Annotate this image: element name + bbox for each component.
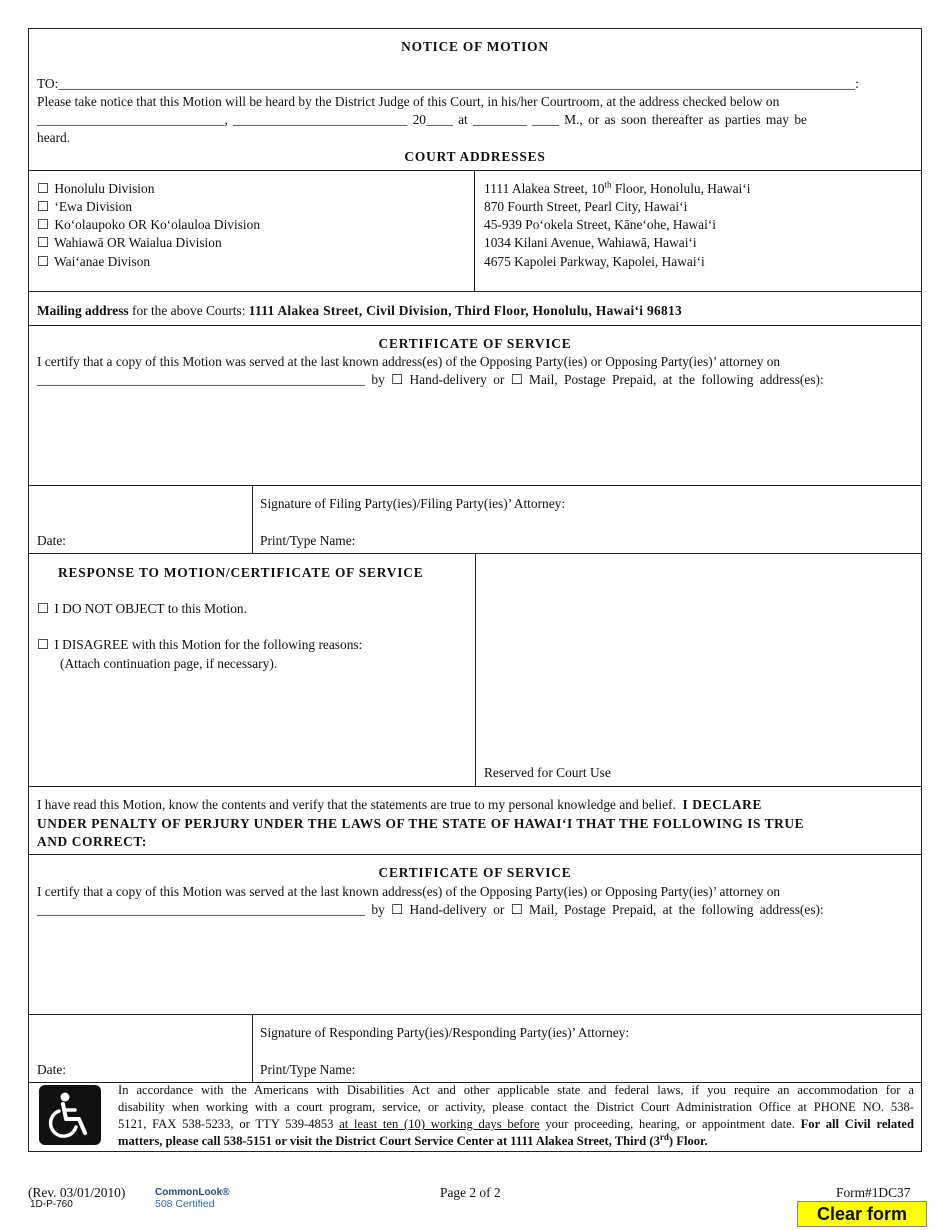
- certificate-title-1: CERTIFICATE OF SERVICE: [378, 336, 572, 351]
- checkbox[interactable]: ☐: [37, 254, 50, 269]
- checkbox[interactable]: ☐: [37, 235, 50, 250]
- clear-form-button[interactable]: Clear form: [797, 1201, 927, 1227]
- declaration-line3: AND CORRECT:: [37, 834, 147, 849]
- certificate-service-line-2[interactable]: _________________________________________________ by ☐ Hand-delivery or ☐ Mail, Postage Prepaid, at the following address(es):: [37, 902, 824, 917]
- form-number: Form#1DC37: [836, 1185, 911, 1200]
- division-koolaupoko[interactable]: ☐ Ko‘olaupoko OR Ko‘olauloa Division: [37, 217, 261, 232]
- notice-text-line1: Please take notice that this Motion will be heard by the District Judge of this Court, in his/her Courtroom, at the address checked below on: [37, 94, 780, 109]
- division-waianae[interactable]: ☐ Wai‘anae Divison: [37, 254, 151, 269]
- certificate-text-1: I certify that a copy of this Motion was served at the last known address(es) of the Opposing Party(ies) or Opposing Party(ies)’ attorney on: [37, 354, 781, 369]
- continuation-note: (Attach continuation page, if necessary).: [60, 656, 278, 671]
- certificate-title-2: CERTIFICATE OF SERVICE: [378, 865, 572, 880]
- date-label-2[interactable]: Date:: [37, 1062, 66, 1077]
- checkbox[interactable]: ☐: [37, 199, 50, 214]
- declaration-line2: UNDER PENALTY OF PERJURY UNDER THE LAWS OF THE STATE OF HAWAI‘I THAT THE FOLLOWING IS TRUE: [37, 816, 805, 831]
- notice-text-line2[interactable]: ____________________________, __________________________ 20____ at ________ ____ M., or as soon thereafter as parties may be: [37, 112, 807, 127]
- response-title: RESPONSE TO MOTION/CERTIFICATE OF SERVICE: [58, 565, 424, 580]
- commonlook-logo: CommonLook®: [155, 1187, 230, 1198]
- print-name-label-2[interactable]: Print/Type Name:: [260, 1062, 356, 1077]
- print-name-label-1[interactable]: Print/Type Name:: [260, 533, 356, 548]
- certificate-service-line-1[interactable]: _________________________________________________ by ☐ Hand-delivery or ☐ Mail, Postage Prepaid, at the following address(es):: [37, 372, 824, 387]
- court-use-box: [475, 553, 922, 787]
- checkbox[interactable]: ☐: [37, 217, 50, 232]
- form-code: 1D-P-760: [30, 1199, 73, 1210]
- signature-label-1[interactable]: Signature of Filing Party(ies)/Filing Party(ies)’ Attorney:: [260, 496, 566, 511]
- divider: [252, 485, 253, 554]
- address-waianae: 4675 Kapolei Parkway, Kapolei, Hawai‘i: [484, 254, 705, 269]
- divider: [252, 1014, 253, 1083]
- notice-title: NOTICE OF MOTION: [401, 39, 549, 54]
- certificate-text-2: I certify that a copy of this Motion was served at the last known address(es) of the Opposing Party(ies) or Opposing Party(ies)’ attorney on: [37, 884, 781, 899]
- mailing-address: Mailing address for the above Courts: 1111 Alakea Street, Civil Division, Third Floor, Honolulu, Hawai‘i 96813: [37, 303, 682, 318]
- divider: [474, 170, 475, 292]
- address-honolulu: 1111 Alakea Street, 10th Floor, Honolulu, Hawai‘i: [484, 179, 751, 196]
- checkbox[interactable]: ☐: [37, 181, 50, 196]
- division-ewa[interactable]: ☐ ‘Ewa Division: [37, 199, 133, 214]
- division-wahiawa[interactable]: ☐ Wahiawā OR Waialua Division: [37, 235, 222, 250]
- division-honolulu[interactable]: ☐ Honolulu Division: [37, 181, 155, 196]
- reserved-label: Reserved for Court Use: [484, 765, 611, 780]
- wheelchair-icon: [39, 1085, 101, 1145]
- address-wahiawa: 1034 Kilani Avenue, Wahiawā, Hawai‘i: [484, 235, 697, 250]
- declaration-line1: I have read this Motion, know the contents and verify that the statements are true to my personal knowledge and belief. I DECLARE: [37, 797, 762, 812]
- page-number: Page 2 of 2: [440, 1185, 501, 1200]
- address-ewa: 870 Fourth Street, Pearl City, Hawai‘i: [484, 199, 688, 214]
- notice-text-line3: heard.: [37, 130, 71, 145]
- disagree-option[interactable]: ☐ I DISAGREE with this Motion for the following reasons:: [37, 637, 363, 652]
- revision-date: (Rev. 03/01/2010): [28, 1185, 126, 1200]
- 508-certified-label: 508 Certified: [155, 1198, 215, 1210]
- date-label-1[interactable]: Date:: [37, 533, 66, 548]
- signature-label-2[interactable]: Signature of Responding Party(ies)/Responding Party(ies)’ Attorney:: [260, 1025, 630, 1040]
- no-objection-option[interactable]: ☐ I DO NOT OBJECT to this Motion.: [37, 601, 247, 616]
- checkbox[interactable]: ☐: [37, 637, 50, 652]
- to-line[interactable]: TO:_______________________________________________________________________________________________________________________:: [37, 76, 859, 91]
- address-koolaupoko: 45-939 Po‘okela Street, Kāne‘ohe, Hawai‘i: [484, 217, 717, 232]
- checkbox[interactable]: ☐: [37, 601, 50, 616]
- ada-notice: In accordance with the Americans with Disabilities Act and other applicable state and federal laws, if you require an accommodation for a disability when working with a court program, service, or activity, please contact the District Court Administration Office at PHONE NO. 538- 5121, FAX 538-5233, or TTY 539-4853 at least ten (10) working days before your proceeding, hearing, or appointment date. For all Civil related matters, please call 538-5151 or visit the District Court Service Center at 1111 Alakea Street, Third (3rd) Floor.: [118, 1083, 914, 1148]
- court-addresses-title: COURT ADDRESSES: [404, 149, 546, 164]
